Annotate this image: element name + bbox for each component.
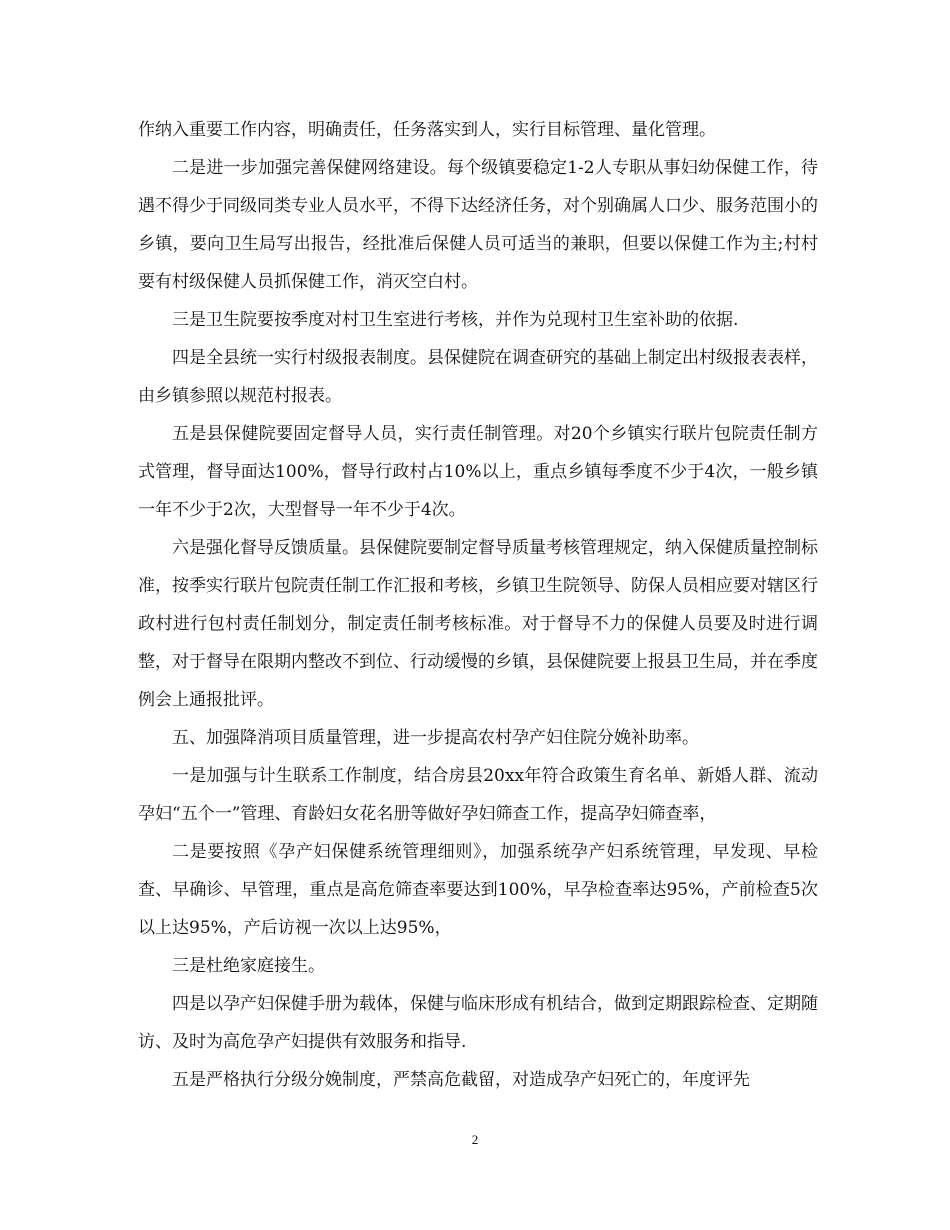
paragraph-family-planning-liaison: 一是加强与计生联系工作制度，结合房县20xx年符合政策生育名单、新婚人群、流动孕妇“五个一”管理、育龄妇女花名册等做好孕妇筛查工作，提高孕妇筛查率，: [138, 766, 818, 824]
paragraph-supervision-feedback: 六是强化督导反馈质量。县保健院要制定督导质量考核管理规定，纳入保健质量控制标准，按季实行联片包院责任制工作汇报和考核，乡镇卫生院领导、防保人员相应要对辖区行政村进行包村责任制划分，制定责任制考核标准。对于督导不力的保健人员要及时进行调整，对于督导在限期内整改不到位、行动缓慢的乡镇，县保健院要上报县卫生局，并在季度例会上通报批评。: [138, 538, 818, 710]
paragraph-network-construction: 二是进一步加强完善保健网络建设。每个级镇要稳定1-2人专职从事妇幼保健工作，待遇不得少于同级同类专业人员水平，不得下达经济任务，对个别确属人口少、服务范围小的乡镇，要向卫生局写出报告，经批准后保健人员可适当的兼职，但要以保健工作为主;村村要有村级保健人员抓保健工作，消灭空白村。: [138, 158, 818, 292]
paragraph-maternal-management-rules: 二是要按照《孕产妇保健系统管理细则》，加强系统孕产妇系统管理，早发现、早检查、早确诊、早管理，重点是高危筛查率要达到100%，早孕检查率达95%，产前检查5次以上达95%，产后访视一次以上达95%，: [138, 842, 818, 938]
paragraph-no-home-delivery: 三是杜绝家庭接生。: [172, 956, 325, 976]
paragraph-supervision-staff: 五是县保健院要固定督导人员，实行责任制管理。对20个乡镇实行联片包院责任制方式管理，督导面达100%，督导行政村占10%以上，重点乡镇每季度不少于4次，一般乡镇一年不少于2次，大型督导一年不少于4次。: [138, 424, 818, 520]
document-body: [138, 111, 818, 1099]
paragraph-continuation: 作纳入重要工作内容，明确责任，任务落实到人，实行目标管理、量化管理。: [138, 120, 716, 140]
section-heading-quality-management: 五、加强降消项目质量管理，进一步提高农村孕产妇住院分娩补助率。: [172, 728, 699, 748]
paragraph-quarterly-assessment: 三是卫生院要按季度对村卫生室进行考核，并作为兑现村卫生室补助的依据.: [172, 310, 739, 330]
paragraph-graded-delivery: 五是严格执行分级分娩制度，严禁高危截留，对造成孕产妇死亡的，年度评先: [172, 1070, 750, 1090]
page-number: 2: [471, 1132, 479, 1147]
paragraph-health-handbook: 四是以孕产妇保健手册为载体，保健与临床形成有机结合，做到定期跟踪检查、定期随访、及时为高危孕产妇提供有效服务和指导.: [138, 994, 818, 1052]
paragraph-village-report-system: 四是全县统一实行村级报表制度。县保健院在调查研究的基础上制定出村级报表表样，由乡镇参照以规范村报表。: [138, 348, 818, 406]
